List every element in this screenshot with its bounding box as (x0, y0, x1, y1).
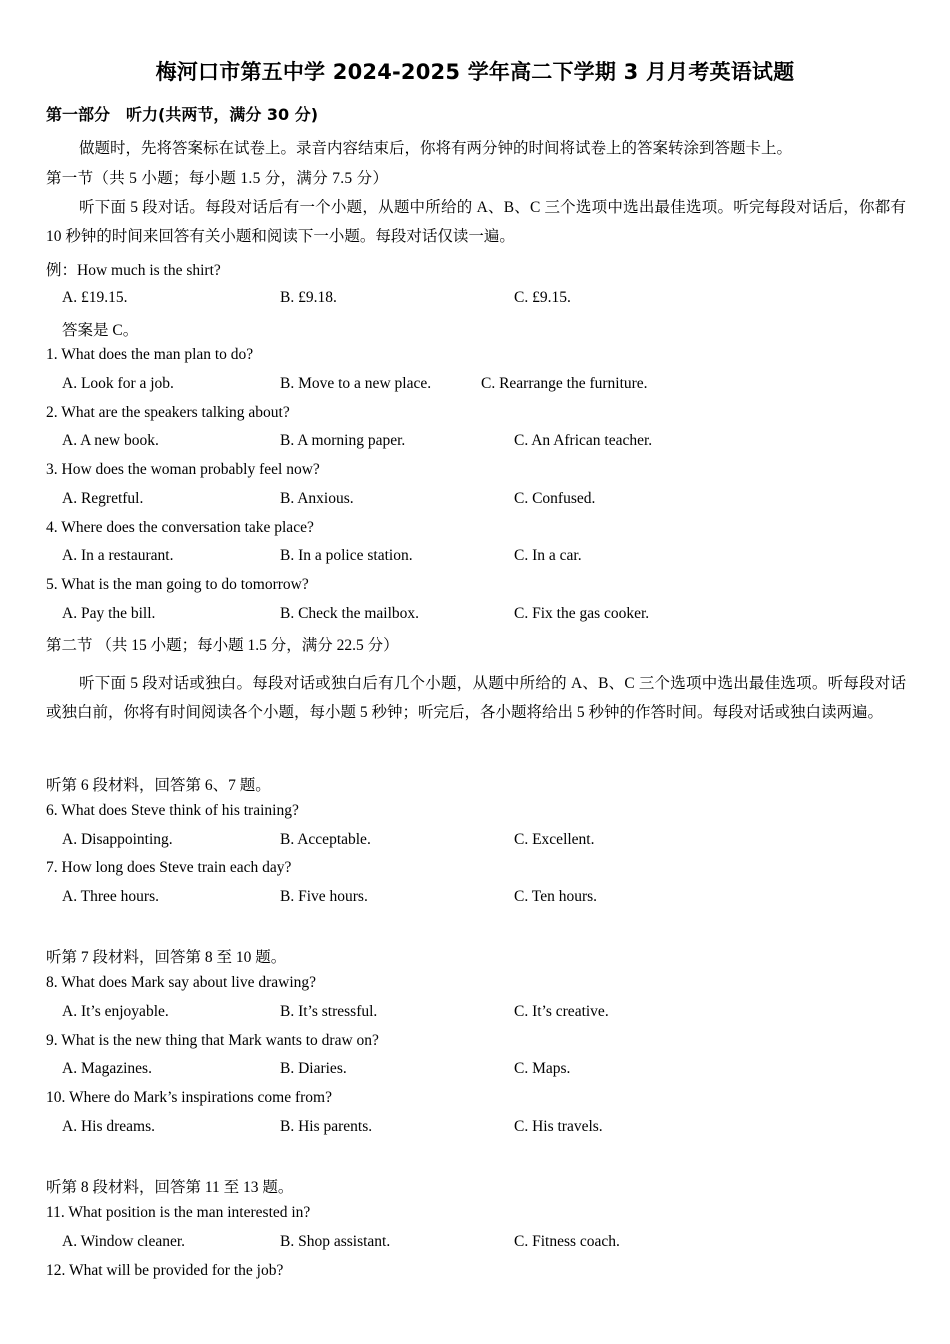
question-8: 8. What does Mark say about live drawing? (46, 974, 317, 991)
q10-option-a: A. His dreams. (62, 1118, 155, 1135)
q9-option-c: C. Maps. (514, 1060, 571, 1077)
q3-option-c: C. Confused. (514, 490, 596, 507)
part1-instruction: 做题时，先将答案标在试卷上。录音内容结束后，你将有两分钟的时间将试卷上的答案转涂到答题卡上。 (79, 140, 793, 157)
section2-instruction: 听下面 5 段对话或独白。每段对话或独白后有几个小题，从题中所给的 A、B、C 三个选项中选出最佳选项。听每段对话或独白前，你将有时间阅读各个小题，每小题 5 秒钟；听完后，各小题将给出 5 秒钟的作答时间。每段对话或独白读两遍。 (46, 675, 906, 721)
q3-option-a: A. Regretful. (62, 490, 144, 507)
q5-option-c: C. Fix the gas cooker. (514, 605, 650, 622)
example-answer: 答案是 C。 (62, 322, 139, 339)
q5-option-b: B. Check the mailbox. (280, 605, 420, 622)
material-8-heading: 听第 8 段材料，回答第 11 至 13 题。 (46, 1179, 294, 1196)
q7-option-b: B. Five hours. (280, 888, 368, 905)
question-4: 4. Where does the conversation take place? (46, 519, 314, 536)
question-9: 9. What is the new thing that Mark wants to draw on? (46, 1032, 379, 1049)
q5-option-a: A. Pay the bill. (62, 605, 156, 622)
example-question: 例：How much is the shirt? (46, 262, 221, 279)
question-3: 3. How does the woman probably feel now? (46, 461, 320, 478)
question-7: 7. How long does Steve train each day? (46, 859, 292, 876)
question-11: 11. What position is the man interested in? (46, 1204, 311, 1221)
q11-option-b: B. Shop assistant. (280, 1233, 391, 1250)
q1-option-a: A. Look for a job. (62, 375, 174, 392)
q6-option-b: B. Acceptable. (280, 831, 371, 848)
question-2: 2. What are the speakers talking about? (46, 404, 290, 421)
q11-option-c: C. Fitness coach. (514, 1233, 620, 1250)
q4-option-b: B. In a police station. (280, 547, 413, 564)
q11-option-a: A. Window cleaner. (62, 1233, 186, 1250)
q1-option-b: B. Move to a new place. (280, 375, 432, 392)
q7-option-c: C. Ten hours. (514, 888, 598, 905)
q4-option-c: C. In a car. (514, 547, 582, 564)
section1-instruction: 听下面 5 段对话。每段对话后有一个小题，从题中所给的 A、B、C 三个选项中选出最佳选项。听完每段对话后，你都有 10 秒钟的时间来回答有关小题和阅读下一小题。每段对话仅读一遍。 (46, 199, 906, 245)
q7-option-a: A. Three hours. (62, 888, 159, 905)
q4-option-a: A. In a restaurant. (62, 547, 174, 564)
q2-option-a: A. A new book. (62, 432, 159, 449)
question-1: 1. What does the man plan to do? (46, 346, 254, 363)
question-6: 6. What does Steve think of his training? (46, 802, 299, 819)
question-10: 10. Where do Mark’s inspirations come from? (46, 1089, 332, 1106)
part1-heading: 第一部分 听力(共两节，满分 30 分) (46, 105, 319, 124)
section1-heading: 第一节（共 5 小题；每小题 1.5 分，满分 7.5 分） (46, 170, 389, 187)
q10-option-b: B. His parents. (280, 1118, 373, 1135)
exam-title: 梅河口市第五中学 2024-2025 学年高二下学期 3 月月考英语试题 (155, 60, 795, 84)
question-12: 12. What will be provided for the job? (46, 1262, 284, 1279)
q2-option-b: B. A morning paper. (280, 432, 406, 449)
q3-option-b: B. Anxious. (280, 490, 354, 507)
q8-option-b: B. It’s stressful. (280, 1003, 378, 1020)
material-7-heading: 听第 7 段材料，回答第 8 至 10 题。 (46, 949, 287, 966)
example-option-c: C. £9.15. (514, 289, 571, 306)
q6-option-a: A. Disappointing. (62, 831, 173, 848)
example-option-a: A. £19.15. (62, 289, 128, 306)
material-6-heading: 听第 6 段材料，回答第 6、7 题。 (46, 777, 271, 794)
section2-heading: 第二节 （共 15 小题；每小题 1.5 分，满分 22.5 分） (46, 637, 399, 654)
q9-option-b: B. Diaries. (280, 1060, 347, 1077)
q10-option-c: C. His travels. (514, 1118, 603, 1135)
q8-option-a: A. It’s enjoyable. (62, 1003, 169, 1020)
q1-option-c: C. Rearrange the furniture. (481, 375, 648, 392)
q6-option-c: C. Excellent. (514, 831, 595, 848)
q9-option-a: A. Magazines. (62, 1060, 152, 1077)
q2-option-c: C. An African teacher. (514, 432, 653, 449)
question-5: 5. What is the man going to do tomorrow? (46, 576, 309, 593)
example-option-b: B. £9.18. (280, 289, 337, 306)
q8-option-c: C. It’s creative. (514, 1003, 609, 1020)
